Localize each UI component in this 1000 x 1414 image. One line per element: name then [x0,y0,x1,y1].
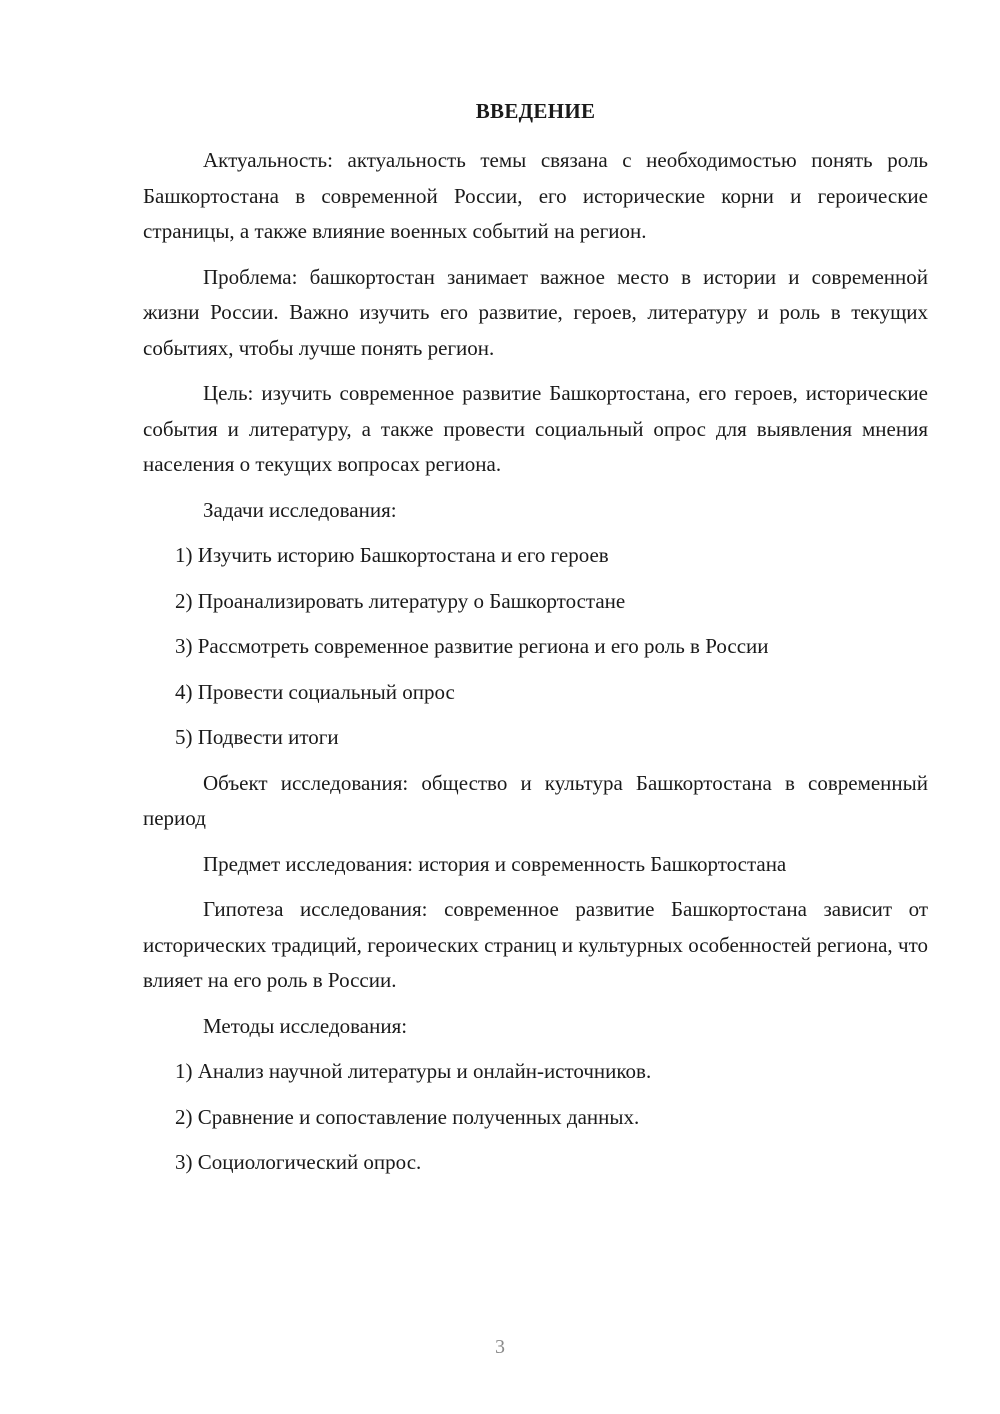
tasks-title: Задачи исследования: [203,497,397,522]
goal-paragraph: Цель: изучить современное развитие Башкортостана, его героев, исторические события и литературу, а также провести социальный опрос для выявления мнения населения о текущих вопросах региона. [143,381,928,476]
method-item: 2) Сравнение и сопоставление полученных данных. [175,1104,640,1129]
section-heading: ВВЕДЕНИЕ [475,99,596,123]
task-item: 5) Подвести итоги [175,725,339,749]
task-item: 1) Изучить историю Башкортостана и его героев [175,543,609,567]
methods-title: Методы исследования: [203,1013,408,1038]
subject-paragraph: Предмет исследования: история и современность Башкортостана [203,851,787,876]
task-item: 4) Провести социальный опрос [175,679,455,704]
method-item: 1) Анализ научной литературы и онлайн-источников. [175,1059,652,1083]
problem-paragraph: Проблема: башкортостан занимает важное место в истории и современной жизни России. Важно изучить его развитие, героев, литературу и роль в текущих событиях, чтобы лучше понять регион. [143,264,928,360]
document-body [143,143,928,1191]
hypothesis-paragraph: Гипотеза исследования: современное развитие Башкортостана зависит от исторических традиций, героических страниц и культурных особенностей региона, что влияет на его роль в России. [143,897,928,992]
task-item: 3) Рассмотреть современное развитие региона и его роль в России [175,634,769,658]
page-number: 3 [495,1336,505,1358]
method-item: 3) Социологический опрос. [175,1150,422,1174]
methods-list [143,1054,928,1181]
object-paragraph: Объект исследования: общество и культура Башкортостана в современный период [143,770,928,830]
relevance-paragraph: Актуальность: актуальность темы связана с необходимостью понять роль Башкортостана в современной России, его исторические корни и героические страницы, а также влияние военных событий на регион. [143,148,928,243]
tasks-list [143,538,928,756]
task-item: 2) Проанализировать литературу о Башкортостане [175,588,626,613]
